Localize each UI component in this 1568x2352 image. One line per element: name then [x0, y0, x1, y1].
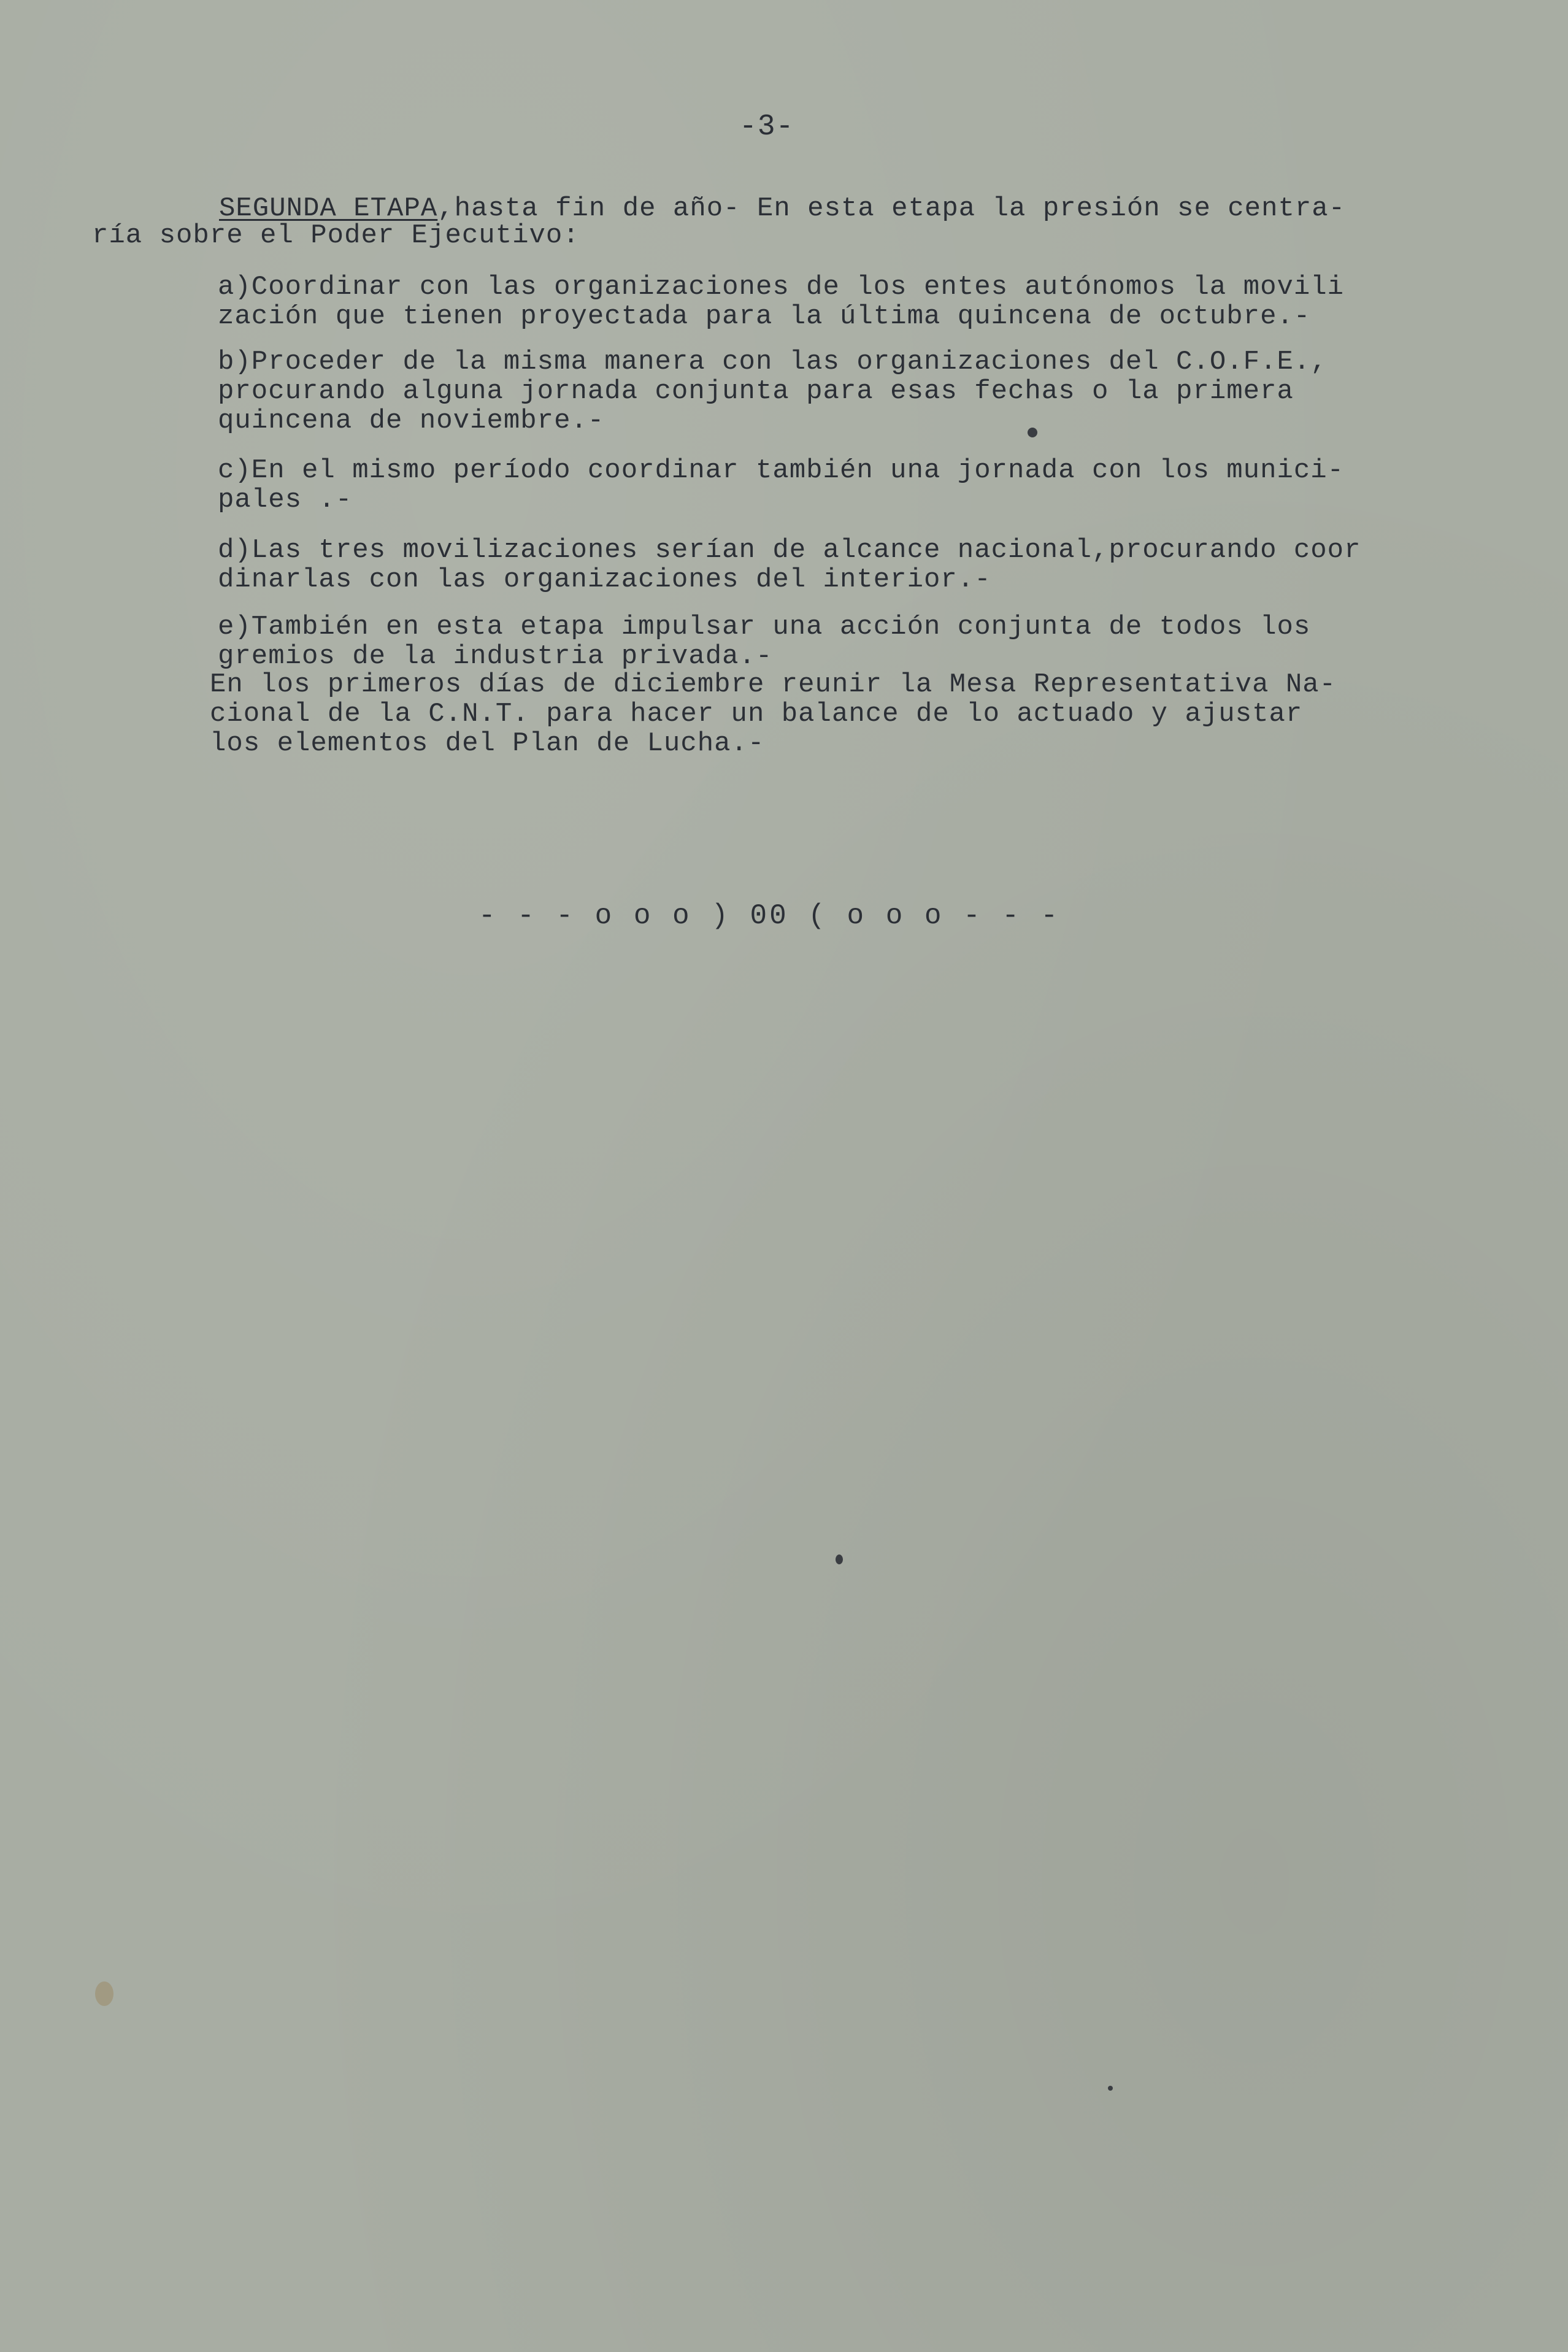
paper-speck: [1028, 428, 1037, 437]
item-a-line1: a)Coordinar con las organizaciones de los entes autónomos la movili: [218, 272, 1345, 302]
section-heading-line1: [219, 195, 1345, 222]
item-c-line2: pales .-: [218, 485, 353, 515]
paper-stain: [95, 1981, 113, 2006]
paper-speck: [1108, 2086, 1113, 2091]
item-d-line2: dinarlas con las organizaciones del interior.-: [218, 564, 991, 595]
item-b-line1: b)Proceder de la misma manera con las organizaciones del C.O.F.E.,: [218, 347, 1328, 377]
page-number: -3-: [739, 110, 794, 144]
end-separator: - - - o o o ) 00 ( o o o - - -: [478, 900, 1061, 932]
item-b-line2: procurando alguna jornada conjunta para esas fechas o la primera: [218, 376, 1294, 407]
section-heading: SEGUNDA ETAPA: [219, 193, 438, 224]
closing-line3: los elementos del Plan de Lucha.-: [210, 728, 765, 759]
item-c-line1: c)En el mismo período coordinar también una jornada con los munici-: [218, 455, 1345, 486]
section-heading-line2: ría sobre el Poder Ejecutivo:: [92, 220, 580, 251]
item-e-line1: e)También en esta etapa impulsar una acción conjunta de todos los: [218, 612, 1311, 642]
closing-line1: En los primeros días de diciembre reunir la Mesa Representativa Na-: [210, 669, 1337, 700]
item-b-line3: quincena de noviembre.-: [218, 405, 605, 436]
item-a-line2: zación que tienen proyectada para la última quincena de octubre.-: [218, 301, 1311, 332]
section-heading-rest: ,hasta fin de año- En esta etapa la presión se centra-: [437, 193, 1346, 224]
closing-line2: cional de la C.N.T. para hacer un balance de lo actuado y ajustar: [210, 699, 1303, 729]
item-d-line1: d)Las tres movilizaciones serían de alcance nacional,procurando coor: [218, 535, 1361, 566]
item-e-line2: gremios de la industria privada.-: [218, 641, 773, 672]
paper-speck: [836, 1555, 843, 1564]
